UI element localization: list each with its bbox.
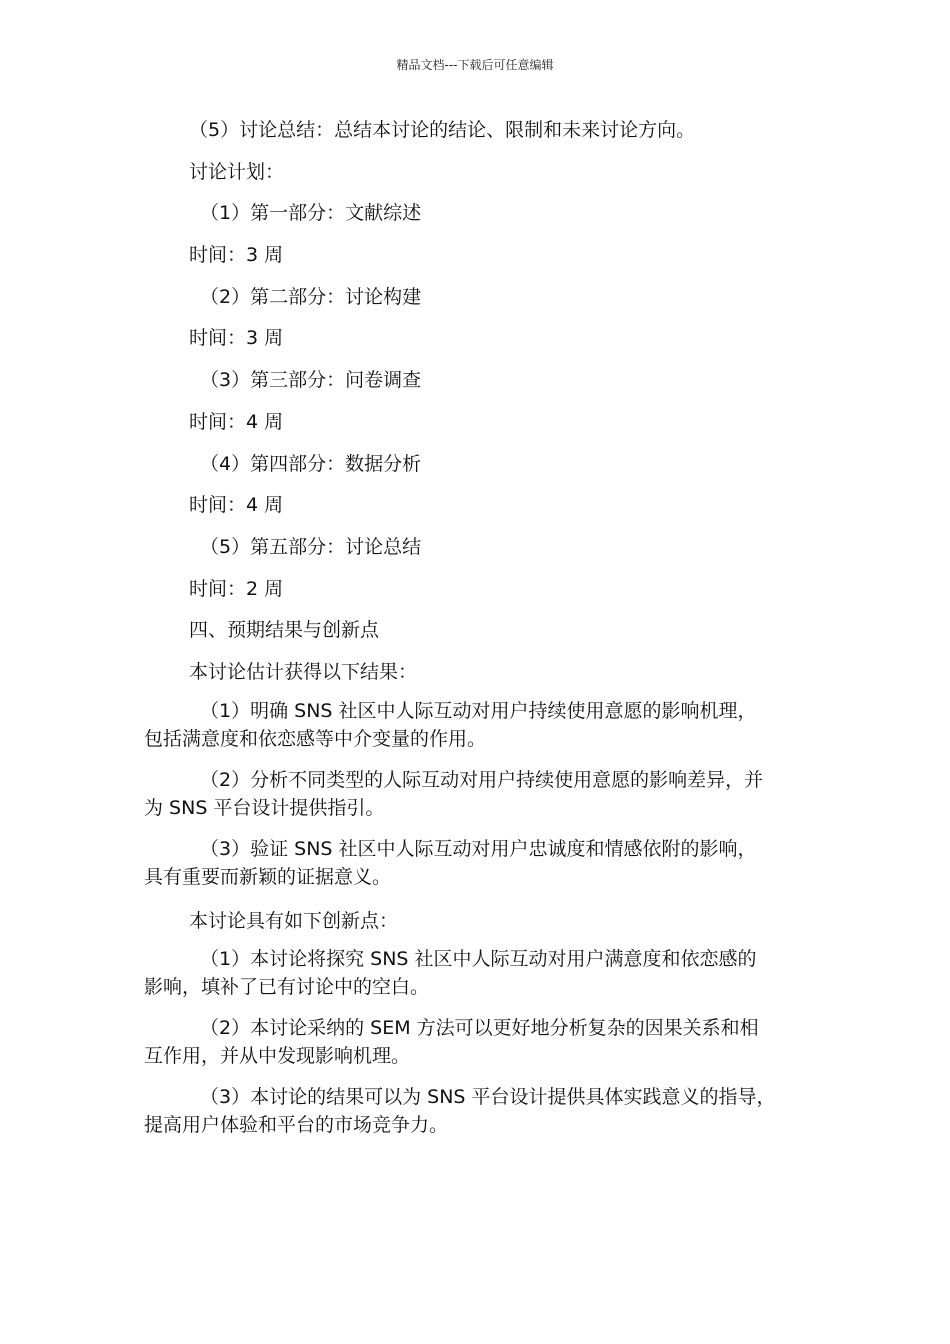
page-header: 精品文档---下载后可任意编辑 xyxy=(396,58,554,72)
result-paragraph: （3）验证 SNS 社区中人际互动对用户忠诚度和情感依附的影响， 具有重要而新颖的证据意义。 xyxy=(144,837,757,888)
plan-item: （1）第一部分：文献综述 xyxy=(200,202,422,225)
plan-item: （5）第五部分：讨论总结 xyxy=(200,535,422,558)
plan-time: 时间：3 周 xyxy=(189,244,284,267)
plan-item: （2）第二部分：讨论构建 xyxy=(200,285,422,308)
innovation-intro: 本讨论具有如下创新点： xyxy=(189,909,399,932)
plan-time: 时间：3 周 xyxy=(189,327,284,350)
plan-heading: 讨论计划： xyxy=(189,160,285,183)
results-intro: 本讨论估计获得以下结果： xyxy=(189,660,418,683)
plan-time: 时间：4 周 xyxy=(189,494,284,517)
document-body xyxy=(144,113,808,1152)
innovation-paragraph: （1）本讨论将探究 SNS 社区中人际互动对用户满意度和依恋感的 影响，填补了已有讨论中的空白。 xyxy=(144,948,757,999)
method-item-summary: （5）讨论总结：总结本讨论的结论、限制和未来讨论方向。 xyxy=(189,119,696,141)
innovation-paragraph: （3）本讨论的结果可以为 SNS 平台设计提供具体实践意义的指导， 提高用户体验和平台的市场竞争力。 xyxy=(144,1086,776,1137)
innovation-paragraph: （2）本讨论采纳的 SEM 方法可以更好地分析复杂的因果关系和相 互作用，并从中发现影响机理。 xyxy=(144,1017,759,1068)
plan-time: 时间：2 周 xyxy=(189,577,284,600)
result-paragraph: （2）分析不同类型的人际互动对用户持续使用意愿的影响差异，并 为 SNS 平台设计提供指引。 xyxy=(144,768,764,819)
section-heading: 四、预期结果与创新点 xyxy=(189,619,380,642)
result-paragraph: （1）明确 SNS 社区中人际互动对用户持续使用意愿的影响机理， 包括满意度和依恋感等中介变量的作用。 xyxy=(144,699,757,750)
plan-time: 时间：4 周 xyxy=(189,410,284,433)
plan-item: （4）第四部分：数据分析 xyxy=(200,452,422,475)
plan-item: （3）第三部分：问卷调查 xyxy=(200,369,422,392)
